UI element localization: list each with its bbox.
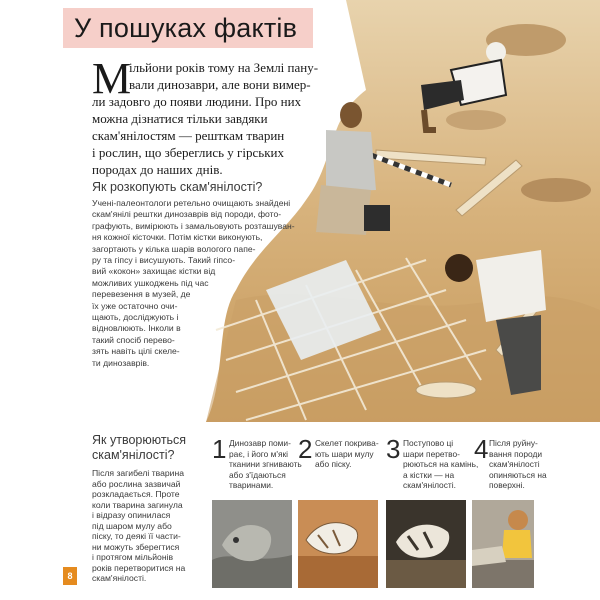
excavation-line: щають, досліджують і (92, 312, 179, 322)
step-line: опиняються на (489, 469, 547, 480)
intro-line: можна дізнатися тільки завдяки (92, 111, 268, 126)
intro-line: ільйони років тому на Землі пану- (129, 60, 319, 75)
formation-line: років перетворитися на (92, 562, 186, 573)
step-line: скам'янілості. (403, 480, 456, 491)
intro-line: скам'янілостям — решткам тварин (92, 128, 285, 143)
step-line: а кістки — на (403, 469, 455, 480)
step-line: або піску. (315, 459, 352, 470)
excavation-paragraph (92, 198, 295, 368)
intro-line: ли задовго до появи людини. Про них (92, 94, 302, 109)
step-line: рає, і його м'які (229, 448, 289, 459)
step-2-illustration (298, 500, 378, 588)
formation-line: або рослина зазвичай (92, 478, 181, 489)
step-number: 4 (474, 434, 489, 464)
intro-line: породах до наших днів. (92, 162, 223, 177)
formation-heading-line: Як утворюються (92, 433, 187, 447)
intro-dropcap: М (92, 54, 132, 103)
formation-line: і відразу опинилася (92, 510, 171, 520)
excavation-line: Учені-палеонтологи ретельно очищають знайдені (92, 198, 291, 208)
formation-paragraph (92, 468, 202, 583)
step-number: 2 (298, 434, 313, 464)
step-line: ють шари мулу (315, 448, 374, 459)
excavation-line: вий «кокон» захищає кістки від (92, 266, 216, 277)
excavation-line: ти динозаврів. (92, 357, 150, 368)
step-3-illustration (386, 500, 466, 588)
excavation-line: ня кожної кісточки. Потім кістки виконують, (92, 232, 263, 243)
excavation-line: такий спосіб перево- (92, 334, 175, 345)
step-line: вання породи (489, 448, 543, 459)
step-4 (474, 436, 554, 496)
step-number: 3 (386, 434, 401, 464)
step-1 (212, 434, 302, 496)
intro-line: вали динозаври, але вони вимер- (129, 77, 311, 92)
formation-line: скам'янілості. (92, 573, 147, 583)
step-line: тваринами. (229, 480, 274, 491)
step-line: скам'янілості (489, 459, 540, 470)
formation-line: під шаром мулу або (92, 520, 172, 531)
excavation-line: відновлюють. Інколи в (92, 323, 181, 334)
excavation-line: загортають у кілька шарів вологого папе- (92, 243, 256, 254)
formation-line: і протягом мільйонів (92, 552, 174, 562)
page-title: У пошуках фактів (74, 13, 298, 43)
step-line: тканини згнивають (229, 459, 302, 470)
step-line: Поступово ці (403, 438, 454, 448)
step-4-illustration (472, 500, 534, 588)
excavation-line: зять навіть цілі скеле- (92, 346, 180, 357)
formation-line: піску, то деякі її части- (92, 531, 181, 541)
excavation-heading: Як розкопують скам'янілості? (92, 180, 263, 194)
step-2 (298, 436, 378, 496)
step-line: рюються на камінь, (403, 459, 479, 470)
formation-line: ни можуть зберегтися (92, 541, 180, 552)
excavation-line: перевезення в музей, де (92, 289, 191, 300)
excavation-line: графують, вимірюють і замальовують розташуван- (92, 220, 295, 231)
intro-line: і рослин, що збереглись у гірських (92, 145, 284, 160)
step-3 (386, 434, 479, 496)
excavation-line: можливих ушкоджень під час (92, 277, 209, 288)
intro-paragraph (92, 54, 392, 179)
step-line: шари перетво- (403, 448, 460, 459)
excavation-line: їх уже остаточно очи- (92, 300, 178, 311)
page-number: 8 (63, 567, 77, 585)
formation-line: коли тварина загинула (92, 499, 183, 510)
step-line: Після руйну- (489, 438, 538, 448)
formation-line: Після загибелі тварина (92, 468, 185, 478)
step-1-illustration (212, 500, 292, 588)
step-line: Скелет покрива- (315, 438, 379, 448)
excavation-line: ру та гіпсу і висушують. Такий гіпсо- (92, 255, 236, 265)
excavation-line: скам'янілі рештки динозаврів від породи, фото- (92, 209, 282, 220)
step-line: Динозавр поми- (229, 438, 291, 448)
formation-line: розкладається. Проте (92, 489, 180, 499)
step-line: поверхні. (489, 480, 525, 491)
step-line: або з'їдаються (229, 469, 286, 480)
formation-heading-line: скам'янілості? (92, 448, 175, 462)
step-number: 1 (212, 434, 227, 464)
